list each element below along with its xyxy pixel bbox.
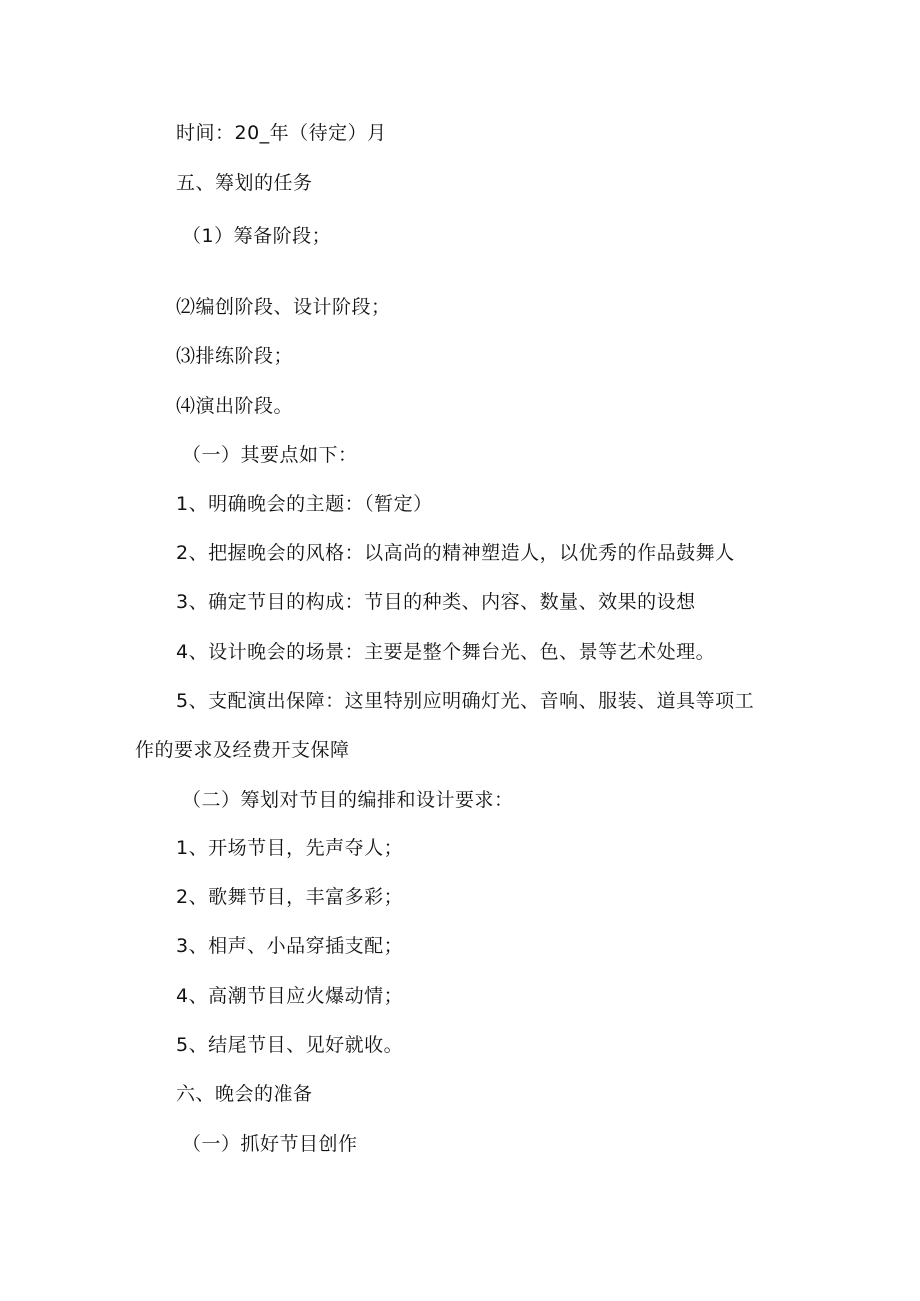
program-item-2: 2、歌舞节目，丰富多彩； [176, 886, 404, 908]
point-item-4: 4、设计晚会的场景：主要是整个舞台光、色、景等艺术处理。 [176, 641, 716, 663]
subsection-heading-6-1: （一）抓好节目创作 [182, 1133, 358, 1155]
program-item-3: 3、相声、小品穿插支配； [176, 935, 404, 957]
program-item-5: 5、结尾节目、见好就收。 [176, 1034, 404, 1056]
point-item-3: 3、确定节目的构成：节目的种类、内容、数量、效果的设想 [176, 591, 696, 613]
point-item-2: 2、把握晚会的风格：以高尚的精神塑造人，以优秀的作品鼓舞人 [176, 542, 735, 564]
section-heading-6: 六、晚会的准备 [176, 1083, 313, 1105]
section-heading-5: 五、筹划的任务 [176, 172, 313, 194]
task-item-1: （1）筹备阶段； [182, 225, 332, 247]
program-item-1: 1、开场节目，先声夺人； [176, 837, 404, 859]
task-item-4: ⑷演出阶段。 [176, 395, 294, 417]
subsection-heading-2: （二）筹划对节目的编排和设计要求： [182, 789, 514, 811]
point-item-1: 1、明确晚会的主题：（暂定） [176, 493, 433, 515]
task-item-3: ⑶排练阶段； [176, 345, 294, 367]
point-item-5-continued: 作的要求及经费开支保障 [135, 739, 350, 761]
program-item-4: 4、高潮节目应火爆动情； [176, 985, 404, 1007]
point-item-5: 5、支配演出保障：这里特别应明确灯光、音响、服装、道具等项工 [176, 690, 755, 712]
time-line: 时间：20_年（待定）月 [176, 122, 387, 144]
subsection-heading-1: （一）其要点如下： [182, 444, 358, 466]
task-item-2: ⑵编创阶段、设计阶段； [176, 296, 391, 318]
